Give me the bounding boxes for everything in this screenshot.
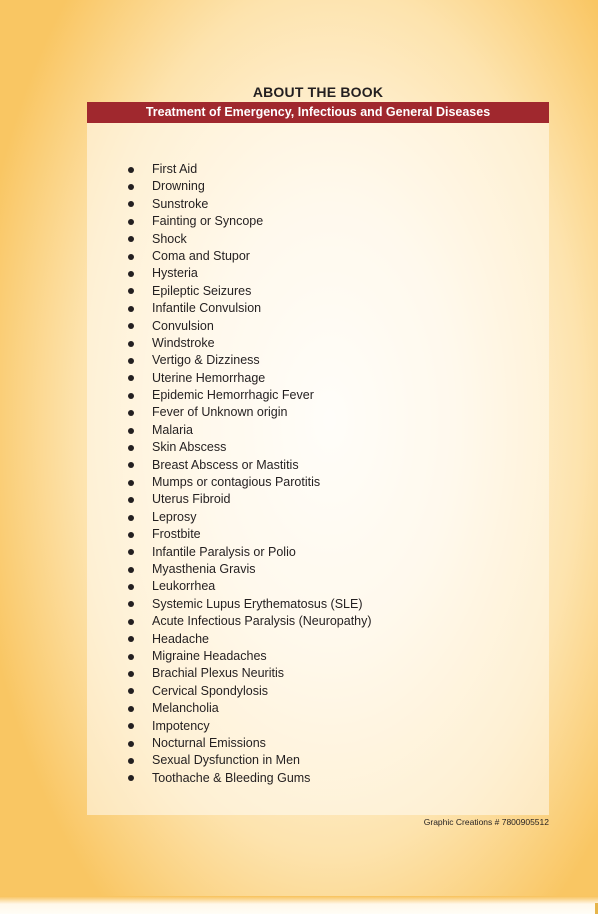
list-item [128,474,372,491]
list-item [128,352,372,369]
list-item-label: Epileptic Seizures [152,283,252,298]
list-item [128,387,372,404]
list-item-label: Convulsion [152,318,214,333]
list-item-label: Drowning [152,179,205,194]
list-item-label: Cervical Spondylosis [152,683,269,698]
list-item-label: Leprosy [152,509,197,524]
list-item [128,752,372,769]
bullet-icon [128,201,134,207]
list-item-label: Fainting or Syncope [152,214,264,229]
bullet-icon [128,532,134,538]
list-item-label: Myasthenia Gravis [152,561,256,576]
bullet-icon [128,219,134,225]
list-item [128,318,372,335]
list-item-label: Mumps or contagious Parotitis [152,475,321,490]
list-item [128,231,372,248]
list-item-label: Infantile Convulsion [152,301,262,316]
bullet-icon [128,723,134,729]
list-item [128,248,372,265]
list-item-label: First Aid [152,162,198,176]
bullet-icon [128,462,134,468]
bullet-icon [128,288,134,294]
bullet-icon [128,549,134,555]
list-item [128,665,372,682]
bullet-icon [128,271,134,277]
bullet-icon [128,480,134,486]
list-item [128,561,372,578]
list-item-label: Migraine Headaches [152,648,267,663]
bullet-icon [128,445,134,451]
bullet-icon [128,410,134,416]
bullet-icon [128,619,134,625]
list-item [128,404,372,421]
bullet-icon [128,497,134,503]
list-item-label: Melancholia [152,701,219,716]
bullet-icon [128,184,134,190]
list-item [128,196,372,213]
list-item-label: Impotency [152,718,210,733]
list-item-label: Hysteria [152,266,198,281]
bullet-icon [128,584,134,590]
list-item [128,509,372,526]
list-item-label: Leukorrhea [152,579,216,594]
list-item [128,300,372,317]
bullet-icon [128,323,134,329]
bullet-icon [128,671,134,677]
subtitle-banner: Treatment of Emergency, Infectious and General Diseases [87,102,549,123]
list-item [128,439,372,456]
list-item [128,178,372,195]
list-item [128,491,372,508]
list-item [128,735,372,752]
bullet-icon [128,775,134,781]
list-item-label: Vertigo & Dizziness [152,353,260,368]
list-item [128,700,372,717]
list-item-label: Infantile Paralysis or Polio [152,544,296,559]
list-item [128,613,372,630]
bullet-icon [128,254,134,260]
bullet-icon [128,393,134,399]
list-item-label: Uterus Fibroid [152,492,231,507]
list-item [128,335,372,352]
bullet-icon [128,758,134,764]
bullet-icon [128,358,134,364]
list-item [128,596,372,613]
bullet-icon [128,341,134,347]
list-item [128,683,372,700]
list-item [128,648,372,665]
list-item-label: Epidemic Hemorrhagic Fever [152,388,314,403]
list-item-label: Sexual Dysfunction in Men [152,753,300,768]
bullet-icon [128,688,134,694]
page-title: ABOUT THE BOOK [252,84,384,100]
bullet-icon [128,636,134,642]
bullet-icon [128,167,134,173]
list-item-label: Skin Abscess [152,440,227,455]
list-item-label: Acute Infectious Paralysis (Neuropathy) [152,614,372,629]
bullet-icon [128,428,134,434]
list-item [128,283,372,300]
bullet-icon [128,567,134,573]
list-item [128,718,372,735]
list-item [128,631,372,648]
footer-credit: Graphic Creations # 7800905512 [423,817,549,827]
list-item-label: Frostbite [152,527,201,542]
list-item-label: Breast Abscess or Mastitis [152,457,299,472]
list-item-label: Shock [152,231,187,246]
list-item [128,370,372,387]
bullet-icon [128,306,134,312]
list-item-label: Uterine Hemorrhage [152,370,266,385]
list-item-label: Systemic Lupus Erythematosus (SLE) [152,596,363,611]
bullet-icon [128,236,134,242]
list-item-label: Headache [152,631,209,646]
list-item [128,457,372,474]
list-item-label: Coma and Stupor [152,248,250,263]
list-item [128,544,372,561]
list-item [128,526,372,543]
list-item [128,770,372,787]
list-item-label: Malaria [152,422,193,437]
list-item-label: Nocturnal Emissions [152,735,266,750]
list-item [128,265,372,282]
list-item [128,578,372,595]
bottom-strip [0,896,598,914]
bullet-icon [128,375,134,381]
list-item-label: Toothache & Bleeding Gums [152,770,311,785]
list-item-label: Brachial Plexus Neuritis [152,666,284,681]
list-item [128,213,372,230]
topic-list [128,161,372,787]
list-item-label: Windstroke [152,335,215,350]
list-item [128,422,372,439]
list-item-label: Sunstroke [152,196,209,211]
bullet-icon [128,706,134,712]
bullet-icon [128,741,134,747]
bullet-icon [128,601,134,607]
bullet-icon [128,654,134,660]
list-item [128,161,372,178]
list-item-label: Fever of Unknown origin [152,405,288,420]
bullet-icon [128,515,134,521]
